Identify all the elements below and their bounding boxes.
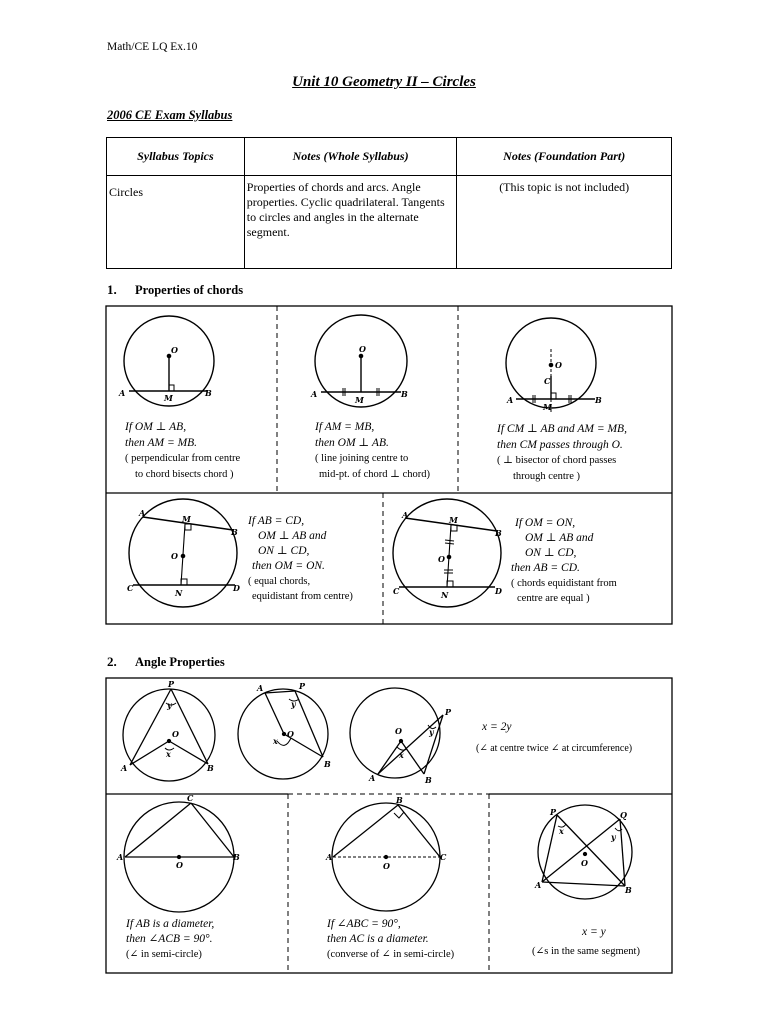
caption-chord-5 [511,516,617,606]
caption-line: ( chords equidistant from [511,578,617,589]
svg-text:O: O [287,729,294,739]
svg-text:O: O [438,554,445,564]
chord-diagram-2 [315,315,407,407]
section-2-heading [107,654,225,670]
svg-text:O: O [172,729,179,739]
caption-line: ON ⊥ CD, [258,545,310,557]
svg-text:y: y [611,832,616,842]
svg-text:A: A [117,852,124,862]
caption-line: mid-pt. of chord ⊥ chord) [319,469,431,480]
caption-chord-3 [497,421,627,485]
svg-text:M: M [182,514,191,524]
svg-text:C: C [187,793,194,803]
caption-line: ( ⊥ bisector of chord passes [497,455,617,466]
svg-text:D: D [495,586,502,596]
svg-text:A: A [257,683,264,693]
syllabus-table [106,137,672,269]
svg-text:M: M [449,515,458,525]
caption-line: equidistant from centre) [252,591,353,602]
column-header: Syllabus Topics [107,138,245,176]
caption-line: (∠s in the same segment) [532,946,640,957]
caption-angle-4 [532,922,640,962]
svg-text:C: C [393,586,400,596]
svg-text:O: O [395,726,402,736]
svg-text:C: C [127,583,134,593]
svg-text:O: O [581,858,588,868]
section-number: 2. [107,654,117,669]
caption-line: If OM ⊥ AB, [125,421,187,433]
table-row [107,176,672,269]
caption-line: then OM ⊥ AB. [315,437,389,449]
svg-text:O: O [171,345,178,355]
svg-text:C: C [544,376,551,386]
svg-text:P: P [550,807,557,817]
caption-line: If AM = MB, [315,421,375,433]
caption-line: ( perpendicular from centre [125,453,241,464]
svg-text:Q: Q [620,810,627,820]
svg-text:B: B [231,527,238,537]
caption-line: then AC is a diameter. [327,933,429,945]
chord-diagram-3 [506,318,596,412]
caption-line: (converse of ∠ in semi-circle) [327,949,455,960]
caption-line: through centre ) [513,471,581,482]
caption-line: x = y [582,926,606,938]
topic-cell: Circles [107,176,245,269]
angle-diagram-4 [124,802,234,912]
svg-text:O: O [359,344,366,354]
svg-text:B: B [425,775,432,785]
svg-text:N: N [175,588,183,598]
svg-text:P: P [299,681,306,691]
caption-line: then OM = ON. [252,560,325,572]
angle-diagram-2 [238,689,328,779]
caption-line: If OM = ON, [515,517,576,529]
caption-line: OM ⊥ AB and [525,532,594,544]
svg-text:A: A [311,389,318,399]
svg-text:B: B [495,528,502,538]
caption-line: then CM passes through O. [497,439,623,451]
svg-text:x: x [166,749,171,759]
notes-foundation-cell: (This topic is not included) [457,176,672,269]
caption-line: If CM ⊥ AB and AM = MB, [497,423,627,435]
svg-text:P: P [445,707,452,717]
caption-line: centre are equal ) [517,593,590,604]
caption-chord-1 [125,419,240,483]
svg-text:O: O [176,860,183,870]
svg-text:A: A [139,508,146,518]
section-1-heading [107,282,243,298]
svg-text:A: A [326,852,333,862]
caption-chord-2 [315,419,430,483]
angle-diagram-5 [332,803,440,911]
svg-text:x: x [273,736,278,746]
svg-text:P: P [168,679,175,689]
caption-line: (∠ in semi-circle) [126,949,202,960]
column-header: Notes (Whole Syllabus) [244,138,457,176]
page-title-text: Unit 10 Geometry II – Circles [292,74,476,90]
svg-text:A: A [507,395,514,405]
caption-line: ( equal chords, [248,576,311,587]
svg-text:N: N [441,590,449,600]
document-code: Math/CE LQ Ex.10 [107,41,198,53]
section-number: 1. [107,282,117,297]
caption-line: If AB = CD, [248,515,305,527]
caption-line: ( line joining centre to [315,453,409,464]
caption-line: If ∠ABC = 90°, [327,918,401,930]
svg-text:B: B [207,763,214,773]
svg-text:B: B [324,759,331,769]
svg-text:A: A [369,773,376,783]
caption-angle-2 [126,917,214,962]
svg-text:y: y [167,700,172,710]
page-title [0,74,768,91]
svg-text:y: y [291,699,296,709]
caption-angle-3 [327,917,454,962]
svg-text:M: M [164,393,173,403]
syllabus-heading: 2006 CE Exam Syllabus [107,108,233,122]
caption-line: then AM = MB. [125,437,198,449]
svg-text:B: B [625,885,632,895]
svg-text:A: A [119,388,126,398]
svg-text:D: D [233,583,240,593]
caption-line: then AB = CD. [511,562,580,574]
caption-chord-4 [248,514,353,604]
caption-line: x = 2y [482,721,512,733]
svg-text:y: y [429,727,434,737]
angle-diagram-6 [538,805,632,899]
caption-line: ON ⊥ CD, [525,547,577,559]
caption-line: then ∠ACB = 90°. [126,933,213,945]
section-title: Properties of chords [135,283,244,297]
svg-text:B: B [401,389,408,399]
svg-text:O: O [555,360,562,370]
notes-whole-cell: Properties of chords and arcs. Angle properties. Cyclic quadrilateral. Tangents to circles and angles in the alternate segment. [244,176,457,269]
svg-text:B: B [396,795,403,805]
svg-text:A: A [121,763,128,773]
section-title: Angle Properties [135,655,225,669]
svg-text:O: O [383,861,390,871]
svg-text:B: B [233,852,240,862]
caption-line: (∠ at centre twice ∠ at circumference) [476,743,633,754]
svg-text:A: A [535,880,542,890]
svg-text:x: x [559,826,564,836]
svg-text:B: B [205,388,212,398]
column-header: Notes (Foundation Part) [457,138,672,176]
caption-line: OM ⊥ AB and [258,530,327,542]
svg-text:M: M [543,402,552,412]
svg-text:M: M [355,395,364,405]
svg-text:x: x [399,750,404,760]
caption-line: to chord bisects chord ) [135,469,234,480]
svg-text:O: O [171,551,178,561]
svg-text:A: A [402,510,409,520]
table-header-row [107,138,672,176]
caption-angle-1 [476,716,632,760]
caption-line: If AB is a diameter, [126,918,215,930]
svg-text:C: C [440,852,447,862]
svg-text:B: B [595,395,602,405]
